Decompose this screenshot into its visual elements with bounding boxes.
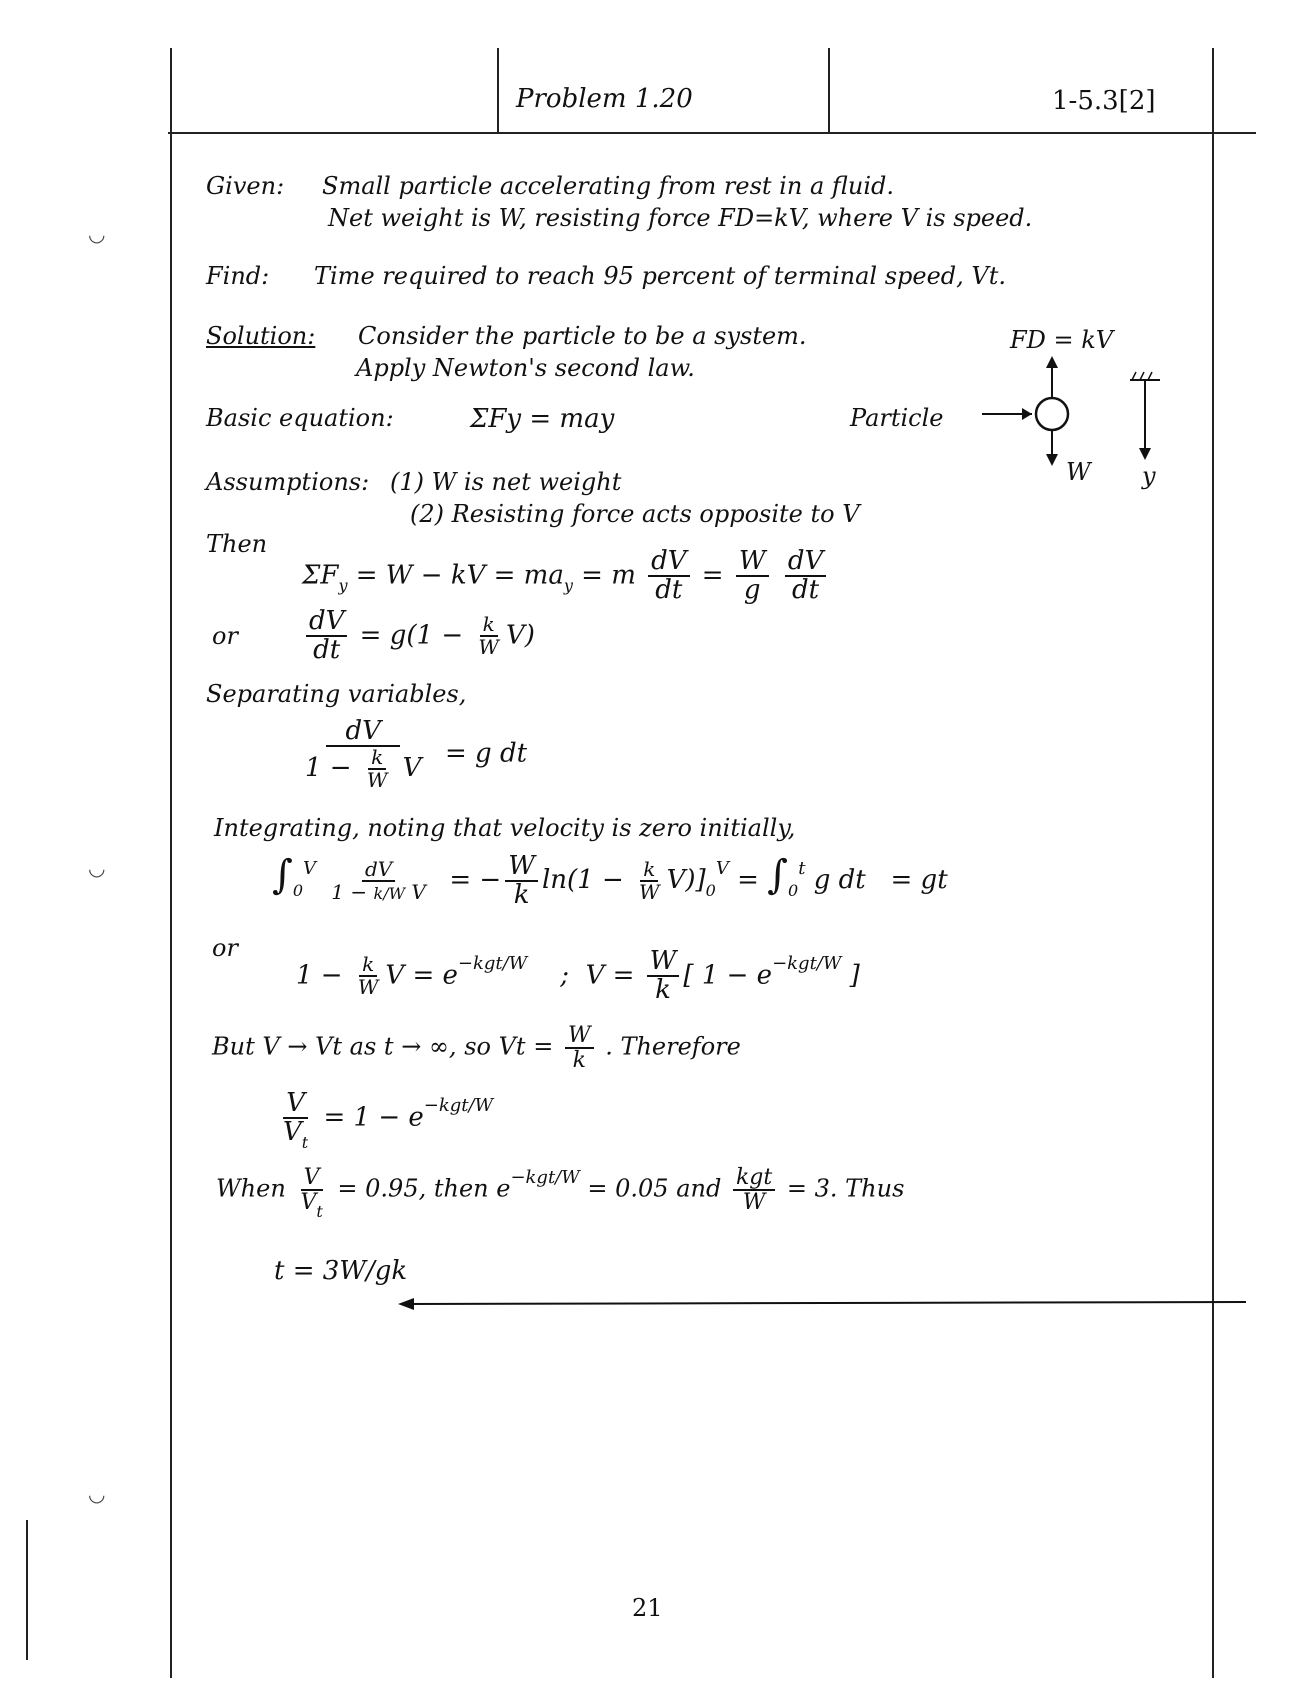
given-label: Given: (206, 172, 285, 200)
when-mid-2: = 0.05 and (587, 1174, 722, 1203)
velocity-ratio-equation: $\frac{V}{V_t}$ = $1 - e^{-kgt/W}$ (283, 1088, 494, 1153)
or-word-1: or (212, 622, 238, 650)
y-axis-label: y (1142, 462, 1156, 490)
given-line-1: Small particle accelerating from rest in a fluid. (322, 172, 895, 200)
then-word: Then (206, 530, 268, 558)
free-body-diagram (960, 350, 1180, 480)
right-margin-line (1212, 48, 1214, 1678)
result-arrow (396, 1294, 1256, 1314)
left-margin-line (170, 48, 172, 1678)
when-mid-1: = 0.95, then e (337, 1174, 511, 1203)
basic-equation: ΣFy = may (470, 404, 615, 434)
integral-equation: $\int_0^V$ $\frac{dV}{\text{1 − k/W V}}$ = − $\frac{W}{k}$ ln(1 − $\frac{k}{W}$ $V)]_0^V = \int_0^t$ g dt = gt (272, 850, 948, 910)
solution-line-1: Consider the particle to be a system. (358, 322, 807, 350)
solution-line-2: Apply Newton's second law. (356, 354, 695, 382)
find-text: Time required to reach 95 percent of terminal speed, Vt. (314, 262, 1007, 290)
problem-title: Problem 1.20 (516, 84, 693, 114)
binder-hole-mark: ◡ (88, 856, 106, 880)
drag-force-label: FD = kV (1010, 326, 1114, 354)
problem-code: 1-5.3[2] (1052, 86, 1156, 116)
basic-equation-label: Basic equation: (206, 404, 394, 432)
weight-arrowhead (1046, 454, 1058, 466)
or-word-2: or (212, 934, 238, 962)
drag-force-arrowhead (1046, 356, 1058, 368)
terminal-speed-text: But V → Vt as t → ∞, so Vt = $\frac{W}{k}$ . Therefore (212, 1023, 741, 1074)
header-divider-1 (497, 48, 499, 132)
integrating-text: Integrating, noting that velocity is zero initially, (214, 814, 796, 842)
particle-circle (1036, 398, 1068, 430)
header-bottom-line (168, 132, 1256, 134)
y-axis-arrowhead (1139, 448, 1151, 460)
binder-hole-mark: ◡ (88, 222, 106, 246)
find-label: Find: (206, 262, 270, 290)
when-word: When (216, 1174, 286, 1203)
binder-edge-line (26, 1520, 28, 1660)
given-line-2: Net weight is W, resisting force FD=kV, where V is speed. (328, 204, 1033, 232)
exponential-equation: 1 − $\frac{k}{W}$ $V = e^{-kgt/W}$ ; V = $\frac{W}{k}$ [ $1 - e^{-kgt/W}$ ] (296, 946, 860, 1006)
assumptions-label: Assumptions: (206, 468, 370, 496)
final-result: t = 3W/gk (274, 1256, 408, 1286)
therefore-word: . Therefore (605, 1032, 741, 1061)
binder-hole-mark: ◡ (88, 1482, 106, 1506)
leader-arrowhead (1022, 408, 1032, 420)
terminal-speed-lead: But V → Vt as t → ∞, so Vt = (212, 1032, 554, 1061)
when-end: = 3. Thus (786, 1174, 905, 1203)
separated-equation: dV 1 − $\frac{k}{W}$ V = g dt (305, 716, 528, 793)
weight-label: W (1066, 458, 1091, 486)
solution-label: Solution: (206, 322, 316, 350)
header-divider-2 (828, 48, 830, 132)
when-line: When $\frac{V}{V_t}$ = 0.95, then $e^{-kgt/W} = 0.05$ and $\frac{\text{kgt}}{W}$ = 3. Thus (216, 1165, 905, 1222)
separating-text: Separating variables, (206, 680, 467, 708)
page-number: 21 (632, 1594, 663, 1622)
particle-label: Particle (850, 404, 944, 432)
assumption-1: (1) W is net weight (390, 468, 622, 496)
newton-equation: $\Sigma F_y = W$ − kV = $ma_y = m$ $\frac{dV}{dt}$ = $\frac{W}{g}$ $\frac{dV}{dt}$ (302, 548, 830, 605)
assumption-2: (2) Resisting force acts opposite to V (410, 500, 860, 528)
acceleration-equation: $\frac{dV}{dt}$ = g(1 − $\frac{k}{W}$ V) (302, 608, 535, 665)
